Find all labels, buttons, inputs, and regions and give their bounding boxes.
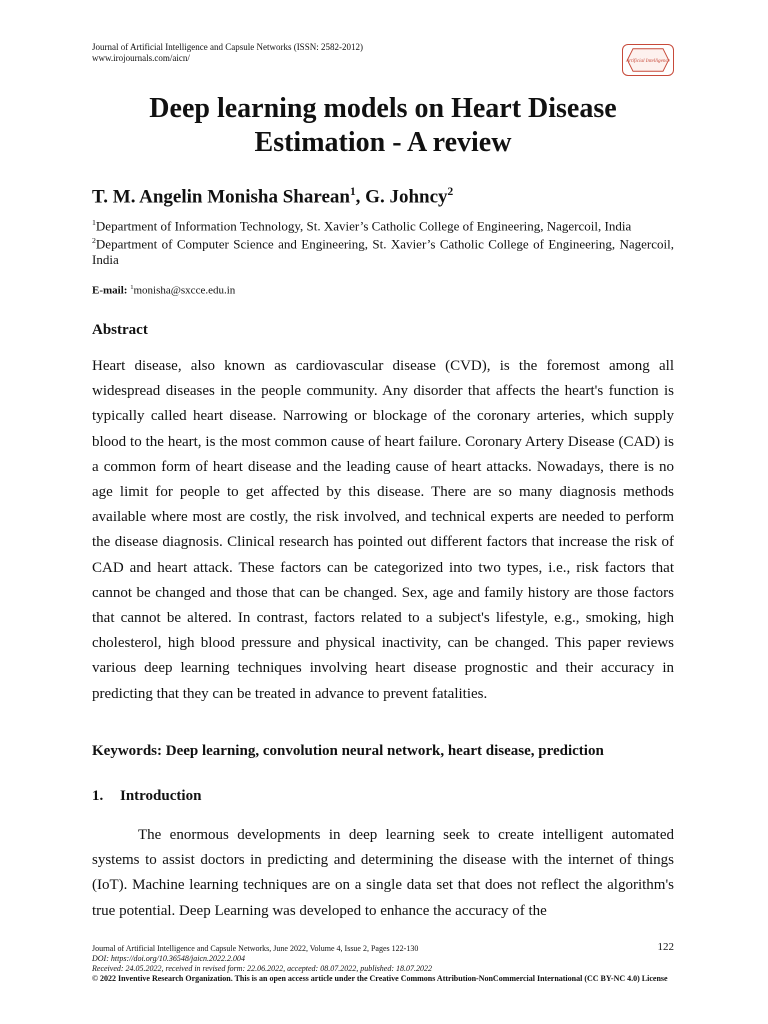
introduction-text: The enormous developments in deep learning seek to create intelligent automated systems to assist doctors in predicting and determining the disease with the internet of things (IoT). Machine learning techniques are on a single data set that does not reflect the algorithm's true potential. Deep Learning was developed to enhance the accuracy of the [92, 827, 674, 919]
journal-url[interactable]: www.irojournals.com/aicn/ [92, 53, 190, 63]
affiliation-1-sup: 1 [92, 218, 96, 227]
footer-doi[interactable]: DOI: https://doi.org/10.36548/jaicn.2022.2.004 [92, 954, 246, 963]
affiliation-1-text: Department of Information Technology, St. Xavier’s Catholic College of Engineering, Nagercoil, India [95, 218, 632, 234]
running-header [92, 42, 363, 64]
footer-license: © 2022 Inventive Research Organization. This is an open access article under the Creative Commons Attribution-NonCommercial International (CC BY-NC 4.0) License [92, 974, 668, 983]
author-1-sup: 1 [349, 186, 356, 198]
paper-title [92, 92, 674, 160]
logo-text: Artificial Intelligence [625, 57, 671, 64]
author-2-sup: 2 [447, 186, 454, 198]
author-separator: , [355, 186, 366, 208]
affiliation-2-text: Department of Computer Science and Engineering, St. Xavier’s Catholic College of Engineering, Nagercoil, India [92, 236, 674, 267]
abstract-heading: Abstract [92, 322, 148, 338]
abstract-text: Heart disease, also known as cardiovascular disease (CVD), is the foremost among all widespread diseases in the people community. Any disorder that affects the heart's function is typically called heart disease. Narrowing or blockage of the coronary arteries, which supply blood to the heart, is the most common cause of heart failure. Coronary Artery Disease (CAD) is a common form of heart disease and the leading cause of heart attacks. Nowadays, there is no age limit for people to get affected by this disease. There are so many diagnosis methods available where most are costly, the risk involved, and technical experts are needed to perform the disease diagnosis. Clinical research has pointed out different factors that increase the risk of CAD and heart attack. These factors can be categorized into two types, i.e., risk factors that cannot be changed and those that can be changed. Sex, age and family history are those factors that cannot be altered. In contrast, factors related to a subject's lifestyle, e.g., smoking, high cholesterol, high blood pressure and physical inactivity, can be changed. This paper reviews various deep learning techniques involving heart disease prognostic and their accuracy in predicting that they can be treated in advance to prevent fatalities. [92, 358, 674, 702]
affiliation-2 [92, 233, 674, 266]
section-number: 1. [92, 788, 104, 804]
affiliation-1 [92, 215, 674, 233]
page-footer [92, 941, 674, 984]
journal-logo [622, 44, 674, 76]
journal-line: Journal of Artificial Intelligence and Capsule Networks (ISSN: 2582-2012) [92, 42, 363, 52]
author-list [92, 186, 453, 208]
email-label: E-mail: [92, 284, 128, 297]
affiliation-2-sup: 2 [92, 236, 96, 246]
page-number: 122 [657, 941, 674, 953]
author-2: G. Johncy [365, 186, 448, 208]
section-title: Introduction [120, 788, 202, 804]
affiliations [92, 215, 674, 267]
email-address[interactable]: monisha@sxcce.edu.in [133, 284, 236, 297]
keywords: Keywords: Deep learning, convolution neural network, heart disease, prediction [92, 743, 604, 759]
footer-citation: Journal of Artificial Intelligence and Capsule Networks, June 2022, Volume 4, Issue 2, Pages 122-130 [92, 944, 419, 953]
email-sup: 1 [130, 284, 134, 291]
author-1: T. M. Angelin Monisha Sharean [92, 186, 350, 208]
footer-dates: Received: 24.05.2022, received in revised form: 22.06.2022, accepted: 08.07.2022, published: 18.07.2022 [92, 964, 432, 973]
title-line-2: Estimation - A review [254, 127, 512, 158]
section-heading-introduction [92, 788, 201, 805]
title-line-1: Deep learning models on Heart Disease [149, 93, 617, 124]
journal-logo-icon [623, 45, 673, 75]
contact-email [92, 284, 235, 297]
